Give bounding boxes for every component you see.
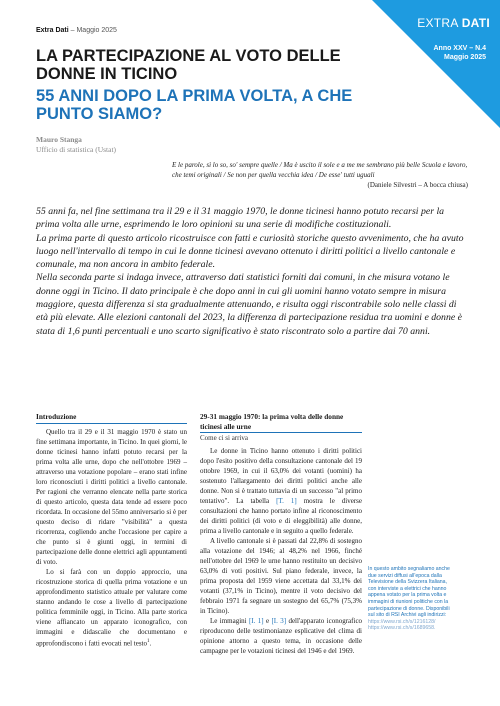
publication-date: – Maggio 2025 [70, 27, 117, 34]
intro-paragraph: Quello tra il 29 e il 31 maggio 1970 è stato un fine settimana importante, in Ticino. In quei giorni, le donne ticinesi hanno infatti potuto recarsi per la prima volta alle urne, dopo che nell'ottobre 1969 – attraverso una votazione popolare – erano stati infine loro riconosciuti i diritti politici a livello cantonale. Per ragioni che verranno elencate nella parte storica di questo articolo, questa data tende ad essere poco ricordata. In occasione del 55mo anniversario si è per questo deciso di ridare "visibilità" a questa ricorrenza, cogliendo anche l'occasione per capire a che punto si è giunti oggi, in termini di partecipazione delle donne elettrici agli appuntamenti di voto. [36, 428, 187, 566]
intro-column [36, 412, 187, 648]
lead-paragraph: Nella seconda parte si indaga invece, attraverso dati statistici forniti dai comuni, in che misura votano le donne oggi in Ticino. Il dato principale è che dopo anni in cui gli uomini hanno votato sempre in misura maggiore, questa differenza si sta gradualmente attenuando, e risulta oggi riscontrabile solo nelle classi di età più elevate. Alle elezioni cantonali del 2023, la differenza di partecipazione residua tra uomini e donne è stata di 1,6 punti percentuali e uno scarto significativo è stato riscontrato solo a partire dai 70 anni. [36, 272, 462, 337]
issue-date: Maggio 2025 [443, 54, 486, 61]
section-paragraph [200, 616, 362, 656]
sidenote-link[interactable]: https://www.rsi.ch/s/1216128/ [368, 618, 436, 625]
lead-abstract [36, 205, 464, 338]
image-link[interactable]: [I. 1] [248, 617, 264, 625]
running-header [36, 27, 117, 34]
epigraph-quote: E le parole, sì lo so, so' sempre quelle / Ma è uscito il sole e a me me sembrano più belle Scuola e lavoro, che temi originali / Se non per quella vecchia idea / De esse' tutti uguali [172, 161, 468, 179]
corner-brand-dati: DATI [461, 16, 490, 30]
section-subheading: Come ci si arriva [200, 434, 249, 442]
issue-info [433, 44, 486, 62]
footnote-ref[interactable]: 1 [147, 639, 150, 644]
lead-paragraph: La prima parte di questo articolo ricostruisce con fatti e curiosità storiche questo avvenimento, che ha avuto luogo nell'intervallo di tempo in cui le donne ticinesi avevano ottenuto i diritti politici a livello cantonale e comunale, ma non ancora in ambito federale. [36, 232, 464, 271]
intro-paragraph-text: Lo si farà con un doppio approccio, una ricostruzione storica di quella prima votazione e un approfondimento statistico attuale per valutare come stanno andando le cose a livello di partecipazione politica femminile oggi, in Ticino. Alla parte storica viene affiancato un apparato iconografico, con immagini e didascalie che documentano e approfondiscono i fatti evocati nel testo [36, 568, 187, 648]
section-text: dell'apparato iconografico riproducono delle testimonianze esplicative del clima di opinione attorno a questo tema, in occasione delle campagne per le votazioni ticinesi del 1946 e del 1969. [200, 617, 363, 655]
epigraph-source: (Daniele Silvestri – A bocca chiusa) [367, 181, 468, 189]
author-name: Mauro Stanga [36, 135, 82, 144]
sidenote [368, 566, 450, 632]
corner-banner [372, 0, 500, 128]
corner-brand-extra: EXTRA [417, 16, 459, 30]
image-link[interactable]: [I. 3] [271, 617, 287, 625]
intro-heading: Introduzione [36, 412, 187, 424]
section-heading: 29-31 maggio 1970: la prima volta delle donne ticinesi alle urne [200, 412, 362, 433]
article-title: LA PARTECIPAZIONE AL VOTO DELLE DONNE IN TICINO [36, 47, 341, 83]
history-column [200, 412, 362, 656]
section-text: e [265, 617, 270, 625]
section-text: Le immagini [210, 617, 247, 625]
section-text: mostra le diverse consultazioni che hanno portato infine al riconoscimento dei diritti politici (di voto e di eleggibilità) alle donne, prima a livello cantonale e in seguito a quello federale. [200, 497, 363, 535]
article-subtitle: 55 ANNI DOPO LA PRIMA VOLTA, A CHE PUNTO SIAMO? [36, 87, 353, 123]
intro-paragraph: Lo si farà con un doppio approccio, una ricostruzione storica di quella prima votazione e un approfondimento statistico attuale per valutare come stanno andando le cose a livello di partecipazione politica femminile oggi, in Ticino. Alla parte storica viene affiancato un apparato iconografico, con immagini e didascalie che documentano e approfondiscono i fatti evocati nel testo$^1$. [36, 568, 187, 648]
issue-number: Anno XXV – N.4 [433, 45, 486, 52]
author-affiliation: Ufficio di statistica (Ustat) [36, 145, 117, 154]
corner-brand [417, 16, 490, 30]
sidenote-text: In questo ambito segnaliamo anche due servizi diffusi all'epoca dalla Televisione della Svizzera Italiana, con interviste a elettrici che hanno appena votato per la prima volta e immagini di riunioni politiche con la partecipazione di donne. Disponibili sul sito di RSI Archivi agli indirizzi: [368, 566, 450, 619]
table-link[interactable]: [T. 1] [276, 497, 297, 505]
publication-name: Extra Dati [36, 27, 69, 34]
section-paragraph: A livello cantonale si è passati dal 22,8% di sostegno alla votazione del 1946; al 48,2% nel 1966, finché nell'ottobre del 1969 le urne hanno restituito un decisivo 63,0% di voti positivi. Sul piano federale, invece, la prima proposta del 1959 viene accettata dal 33,1% dei votanti (37,1% in Ticino), mentre il voto decisivo del febbraio 1971 fa segnare un sostegno del 65,7% (75,3% in Ticino). [200, 537, 362, 615]
section-paragraph [200, 446, 362, 536]
lead-paragraph: 55 anni fa, nel fine settimana tra il 29 e il 31 maggio 1970, le donne ticinesi hanno potuto recarsi per la prima volta alle urne, esprimendo le loro opinioni su una serie di modifiche costituzionali. [36, 206, 445, 231]
section-text: Le donne in Ticino hanno ottenuto i diritti politici dopo l'esito positivo della consultazione cantonale del 19 ottobre 1969, in cui il 63,0% dei votanti (uomini) ha sostenuto l'allargamento dei diritti politici anche alle donne. Non si è trattato tuttavia di un successo "al primo tentativo". La tabella [200, 447, 362, 505]
sidenote-link[interactable]: https://www.rsi.ch/s/1689658. [368, 625, 436, 632]
